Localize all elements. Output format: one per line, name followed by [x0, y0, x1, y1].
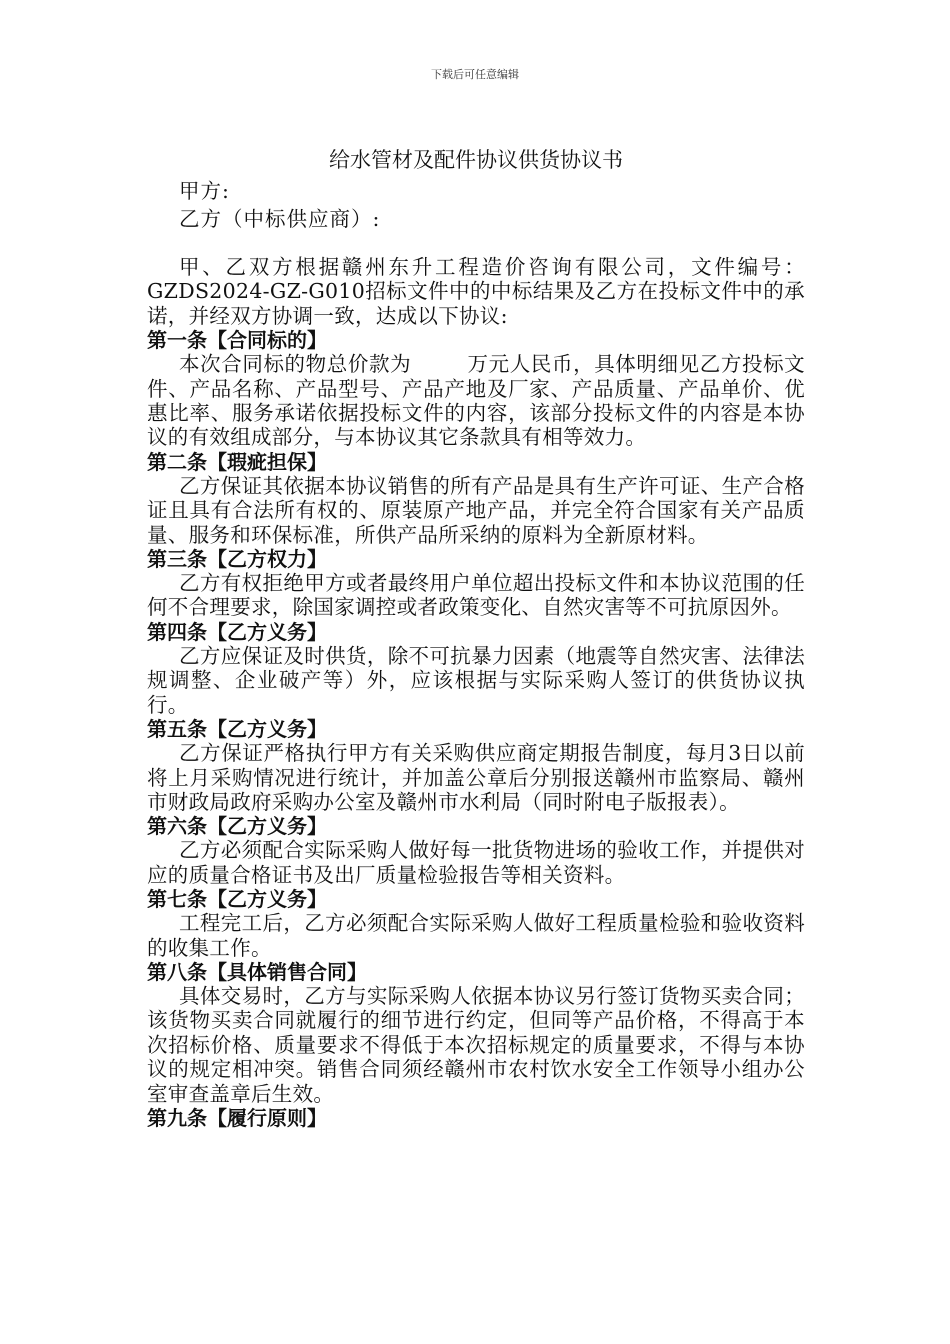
- document-body: [147, 146, 805, 1130]
- article-8-body: 具体交易时，乙方与实际采购人依据本协议另行签订货物买卖合同；该货物买卖合同就履行的细节进行约定，但同等产品价格，不得高于本次招标价格、质量要求不得低于本次招标规定的质量要求，不得与本协议的规定相冲突。销售合同须经赣州市农村饮水安全工作领导小组办公室审查盖章后生效。: [147, 983, 805, 1106]
- article-3-heading: 第三条【乙方权力】: [147, 547, 327, 572]
- article-1-body-post: 万元人民币，具体明细见乙方投标文件、产品名称、产品型号、产品产地及厂家、产品质量、产品单价、优惠比率、服务承诺依据投标文件的内容，该部分投标文件的内容是本协议的有效组成部分，与本协议其它条款具有相等效力。: [147, 352, 805, 450]
- article-4-body: 乙方应保证及时供货，除不可抗暴力因素（地震等自然灾害、法律法规调整、企业破产等）外，应该根据与实际采购人签订的供货协议执行。: [147, 643, 805, 717]
- page-title: 给水管材及配件协议供货协议书: [329, 148, 623, 172]
- article-7-body: 工程完工后，乙方必须配合实际采购人做好工程质量检验和验收资料的收集工作。: [147, 911, 805, 960]
- article-5-body: 乙方保证严格执行甲方有关采购供应商定期报告制度，每月3日以前将上月采购情况进行统计，并加盖公章后分别报送赣州市监察局、赣州市财政局政府采购办公室及赣州市水利局（同时附电子版报表）。: [147, 741, 805, 814]
- header-note: 下载后可任意编辑: [431, 68, 519, 81]
- article-8-heading: 第八条【具体销售合同】: [147, 959, 367, 984]
- spacer: [147, 233, 805, 255]
- intro-paragraph: 甲、乙双方根据赣州东升工程造价咨询有限公司，文件编号：GZDS2024-GZ-G010招标文件中的中标结果及乙方在投标文件中的承诺，并经双方协调一致，达成以下协议:: [147, 255, 805, 328]
- article-2-heading: 第二条【瑕疵担保】: [147, 449, 327, 474]
- article-1-body-pre: 本次合同标的物总价款为: [179, 352, 412, 377]
- article-6-body: 乙方必须配合实际采购人做好每一批货物进场的验收工作，并提供对应的质量合格证书及出厂质量检验报告等相关资料。: [147, 838, 805, 887]
- article-2-body: 乙方保证其依据本协议销售的所有产品是具有生产许可证、生产合格证且具有合法所有权的、原装原产地产品，并完全符合国家有关产品质量、服务和环保标准，所供产品所采纳的原料为全新原材料。: [147, 473, 805, 547]
- party-a-line: 甲方:: [179, 179, 230, 203]
- article-4-heading: 第四条【乙方义务】: [147, 619, 327, 644]
- article-1-body: [147, 352, 805, 450]
- article-3-body: 乙方有权拒绝甲方或者最终用户单位超出投标文件和本协议范围的任何不合理要求，除国家调控或者政策变化、自然灾害等不可抗原因外。: [147, 571, 805, 620]
- article-6-heading: 第六条【乙方义务】: [147, 814, 327, 839]
- article-5-heading: 第五条【乙方义务】: [147, 717, 327, 742]
- article-9-heading: 第九条【履行原则】: [147, 1105, 327, 1130]
- article-7-heading: 第七条【乙方义务】: [147, 887, 327, 912]
- article-1-heading: 第一条【合同标的】: [147, 328, 327, 353]
- party-b-line: 乙方（中标供应商）:: [179, 207, 381, 231]
